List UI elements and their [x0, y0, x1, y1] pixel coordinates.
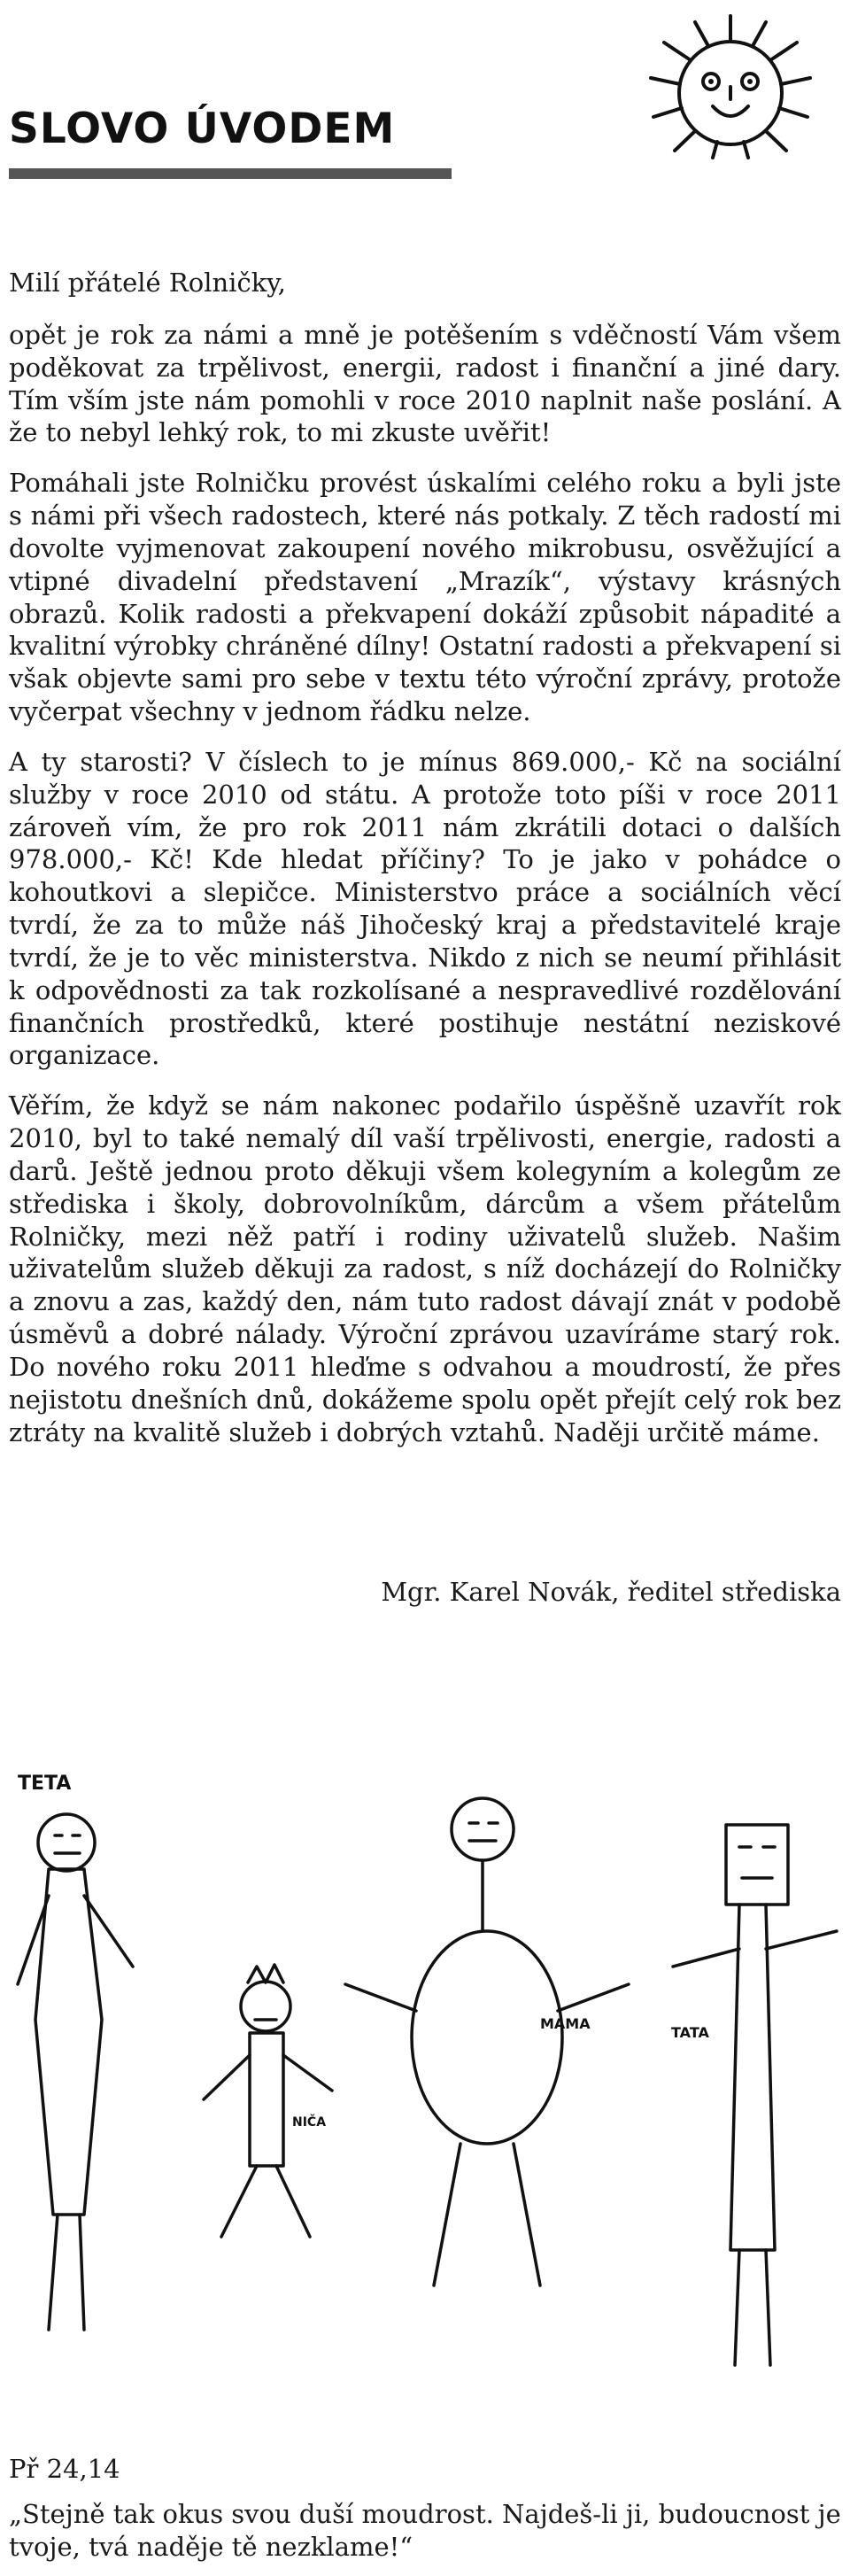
figure-tata	[673, 1825, 837, 2365]
label-tata: TATA	[671, 2024, 709, 2041]
paragraph-3: A ty starosti? V číslech to je mínus 869.000,- Kč na sociální služby v roce 2010 od státu. A protože toto píši v roce 2011 zároveň vím, že pro rok 2011 nám zkrátili dotaci o dalších 978.000,- Kč! Kde hledat příčiny? To je jako v pohádce o kohoutkovi a slepičce. Ministerstvo práce a sociálních věcí tvrdí, že za to může náš Jihočeský kraj a představitelé kraje tvrdí, že je to věc ministerstva. Nikdo z nich se neumí přihlásit k odpovědnosti za tak rozkolísané a nespravedlivé rozdělování finančních prostředků, které postihuje nestátní neziskové organizace.	[9, 746, 841, 1071]
family-drawing	[0, 1754, 850, 2427]
verse-reference: Př 24,14	[9, 2454, 120, 2484]
label-teta: TETA	[18, 1773, 72, 1795]
letter-body	[9, 319, 841, 1466]
page-title: SLOVO ÚVODEM	[9, 105, 396, 153]
figure-child	[204, 1965, 332, 2237]
figure-teta	[18, 1814, 133, 2330]
verse-quote: „Stejně tak okus svou duší moudrost. Najdeš-li ji, budoucnost je tvoje, tvá naděje tě nezklame!“	[9, 2499, 841, 2562]
signature: Mgr. Karel Novák, ředitel střediska	[381, 1577, 841, 1607]
figure-mama	[345, 1798, 629, 2285]
title-underline	[9, 168, 452, 179]
paragraph-4: Věřím, že když se nám nakonec podařilo úspěšně uzavřít rok 2010, byl to také nemalý díl vaší trpělivosti, energie, radosti a darů. Ještě jednou proto děkuji všem kolegyním a kolegům ze střediska i školy, dobrovolníkům, dárcům a všem přátelům Rolničky, mezi něž patří i rodiny uživatelů služeb. Našim uživatelům služeb děkuji za radost, s níž docházejí do Rolničky a znovu a zas, každý den, nám tuto radost dávají znát v podobě úsměvů a dobré nálady. Výroční zprávou uzavíráme starý rok. Do nového roku 2011 hleďme s odvahou a moudrostí, že přes nejistotu dnešních dnů, dokážeme spolu opět přejít celý rok bez ztráty na kvalitě služeb i dobrých vztahů. Naději určitě máme.	[9, 1090, 841, 1447]
label-mama: MAMA	[540, 2015, 591, 2032]
paragraph-2: Pomáhali jste Rolničku provést úskalími celého roku a byli jste s námi při všech radostech, které nás potkaly. Z těch radostí mi dovolte vyjmenovat zakoupení nového mikrobusu, osvěžující a vtipné divadelní představení „Mrazík“, výstavy krásných obrazů. Kolik radosti a překvapení dokáží způsobit nápadité a kvalitní výrobky chráněné dílny! Ostatní radosti a překvapení si však objevte sami pro sebe v textu této výroční zprávy, protože vyčerpat všechny v jednom řádku nelze.	[9, 468, 841, 727]
paragraph-1: opět je rok za námi a mně je potěšením s vděčností Vám všem poděkovat za trpělivost, energii, radost i finanční a jiné dary. Tím vším jste nám pomohli v roce 2010 naplnit naše poslání. A že to nebyl lehký rok, to mi zkuste uvěřit!	[9, 320, 841, 448]
sun-drawing	[620, 9, 841, 159]
label-child: NIČA	[292, 2115, 327, 2130]
greeting: Milí přátelé Rolničky,	[9, 268, 287, 298]
